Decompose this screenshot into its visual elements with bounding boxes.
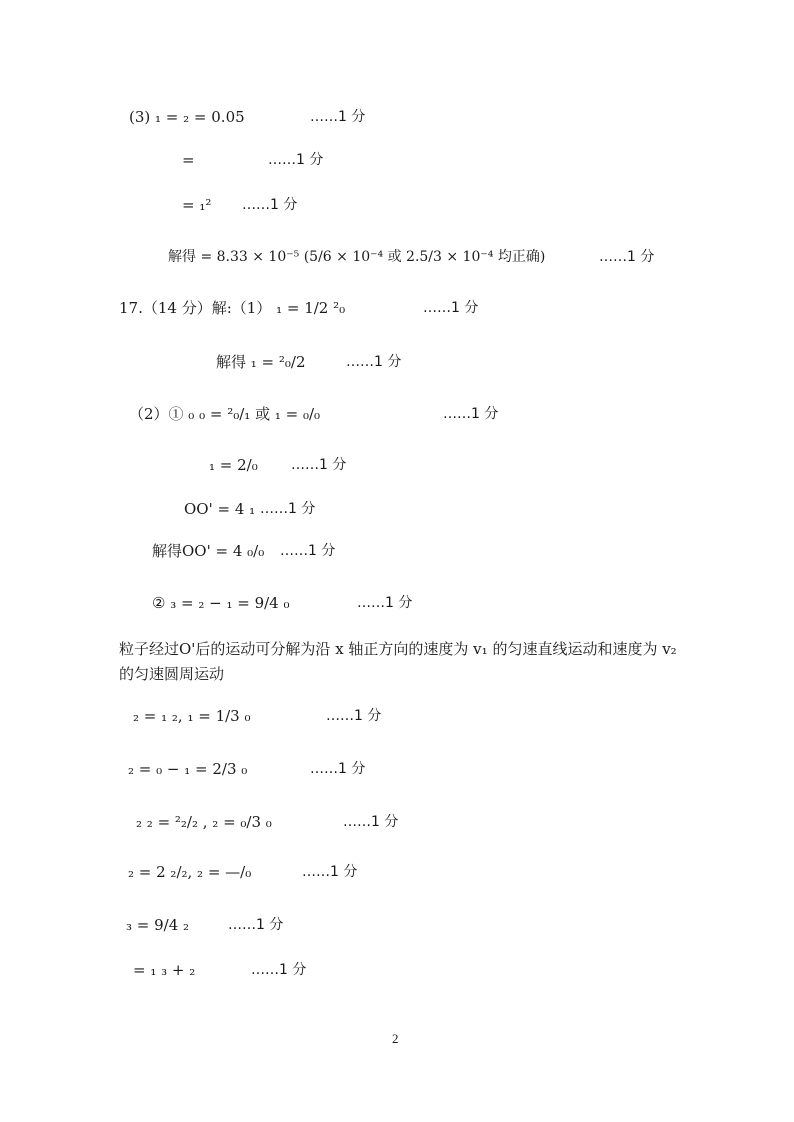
q17-part2-8 [136, 812, 399, 832]
formula: ₂ = 2 ₂/₂, ₂ = —/₀ [128, 863, 252, 881]
formula: OO' = 4 ₁ [184, 500, 256, 518]
points-label: ……1 分 [346, 354, 402, 370]
points-label: ……1 分 [310, 761, 366, 777]
points-label: ……1 分 [302, 864, 358, 880]
points-label: ……1 分 [251, 962, 307, 978]
q17-part1-result [216, 352, 402, 372]
formula: ₂ = ₁ ₂, ₁ = 1/3 ₀ [133, 707, 251, 725]
formula: (3) ₁ = ₂ = 0.05 [129, 108, 245, 126]
points-label: ……1 分 [343, 814, 399, 830]
formula: ₂ ₂ = ²₂/₂ , ₂ = ₀/3 ₀ [136, 813, 272, 831]
points-label: ……1 分 [291, 457, 347, 473]
points-label: ……1 分 [242, 197, 298, 213]
q17-part2-6 [133, 706, 382, 726]
formula: ₁ = 2/₀ [209, 456, 258, 474]
formula: 解得 ₁ = ²₀/2 [216, 353, 306, 371]
formula: （2）① ₀ ₀ = ²₀/₁ 或 ₁ = ₀/₀ [129, 405, 321, 423]
formula: 解得 = 8.33 × 10⁻⁵ (5/6 × 10⁻⁴ 或 2.5/3 × 10⁻⁴ 均正确) [168, 249, 546, 265]
points-label: ……1 分 [268, 152, 324, 168]
formula: 17.（14 分）解:（1） ₁ = 1/2 ²₀ [119, 299, 346, 317]
points-label: ……1 分 [310, 109, 366, 125]
q17-part2-7 [128, 759, 366, 779]
eq-3-line1 [129, 107, 366, 127]
formula: ₃ = 9/4 ₂ [126, 916, 190, 934]
q17-part2-10 [126, 915, 284, 935]
q17-part2-11 [133, 960, 307, 980]
formula: ₂ = ₀ − ₁ = 2/3 ₀ [128, 760, 248, 778]
points-label: ……1 分 [357, 595, 413, 611]
points-label: ……1 分 [260, 501, 316, 517]
formula: = ₁ ₃ + ₂ [133, 961, 196, 979]
q17-part2-4 [152, 541, 336, 561]
formula: = ₁² [182, 196, 212, 214]
q17-part2-3 [184, 499, 316, 519]
eq-3-line2 [182, 150, 324, 170]
points-label: ……1 分 [599, 249, 655, 265]
formula: 解得OO' = 4 ₀/₀ [152, 542, 265, 560]
eq-3-result [168, 247, 655, 267]
q17-part1 [119, 298, 479, 318]
eq-3-line3 [182, 195, 298, 215]
page-number: 2 [392, 1031, 399, 1046]
points-label: ……1 分 [423, 300, 479, 316]
points-label: ……1 分 [326, 708, 382, 724]
explanation-paragraph: 粒子经过O'后的运动可分解为沿 x 轴正方向的速度为 v₁ 的匀速直线运动和速度为 v₂ 的匀速圆周运动 [119, 640, 677, 683]
points-label: ……1 分 [228, 917, 284, 933]
q17-part2-1 [129, 404, 499, 424]
formula: = [182, 151, 195, 169]
q17-part2-5 [152, 593, 413, 613]
points-label: ……1 分 [443, 406, 499, 422]
q17-part2-2 [209, 455, 347, 475]
formula: ② ₃ = ₂ − ₁ = 9/4 ₀ [152, 594, 290, 612]
points-label: ……1 分 [280, 543, 336, 559]
q17-part2-9 [128, 862, 358, 882]
